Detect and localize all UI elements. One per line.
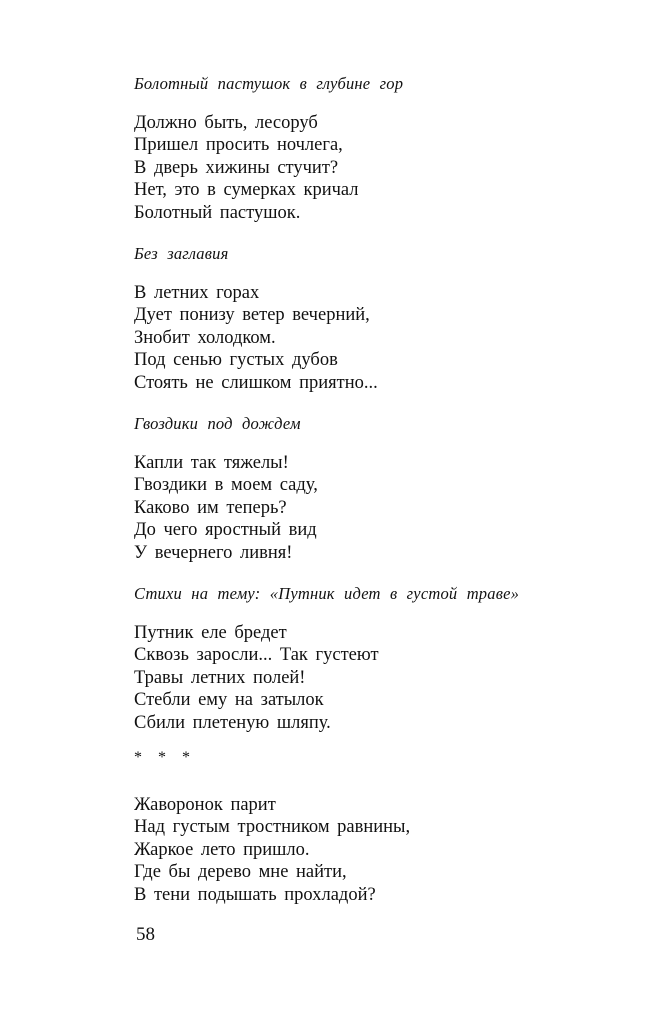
poem-line: Знобит холодком.	[134, 327, 276, 348]
poem-line: Пришел просить ночлега,	[134, 135, 343, 156]
poem-line: Под сенью густых дубов	[134, 350, 338, 371]
poem-line: Стебли ему на затылок	[134, 690, 324, 711]
poem-line: В тени подышать прохладой?	[134, 884, 376, 905]
poem-line: У вечернего ливня!	[134, 542, 293, 563]
poem-line: В летних горах	[134, 283, 260, 303]
poem-1	[134, 74, 634, 224]
poem-title: Болотный пастушок в глубине гор	[134, 74, 404, 93]
poem-5	[134, 748, 634, 906]
poem-2	[134, 244, 634, 394]
poem-4	[134, 584, 634, 734]
poem-title: Без заглавия	[134, 244, 229, 263]
poem-line: Стоять не слишком приятно...	[134, 372, 378, 393]
poem-line: Травы летних полей!	[134, 667, 306, 688]
poem-line: Сквозь заросли... Так густеют	[134, 645, 379, 666]
poem-line: Гвоздики в моем саду,	[134, 475, 318, 496]
page-number: 58	[136, 924, 155, 945]
poem-line: Сбили плетеную шляпу.	[134, 712, 331, 733]
poem-line: Болотный пастушок.	[134, 202, 301, 223]
poem-line: До чего яростный вид	[134, 520, 317, 541]
poem-line: В дверь хижины стучит?	[134, 157, 339, 178]
section-separator: * * *	[134, 749, 196, 766]
poem-line: Путник еле бредет	[134, 623, 287, 643]
poem-3	[134, 414, 634, 564]
poem-line: Дует понизу ветер вечерний,	[134, 305, 370, 326]
poem-line: Где бы дерево мне найти,	[134, 862, 347, 883]
poem-title: Стихи на тему: «Путник идет в густой траве»	[134, 584, 520, 603]
poem-line: Нет, это в сумерках кричал	[134, 180, 359, 201]
poem-title: Гвоздики под дождем	[134, 414, 301, 433]
poem-line: Каково им теперь?	[134, 497, 287, 518]
poem-line: Жаворонок парит	[134, 795, 276, 815]
poem-line: Жаркое лето пришло.	[134, 839, 310, 860]
poem-line: Должно быть, лесоруб	[134, 113, 318, 133]
poem-line: Капли так тяжелы!	[134, 453, 289, 473]
poem-line: Над густым тростником равнины,	[134, 817, 411, 838]
